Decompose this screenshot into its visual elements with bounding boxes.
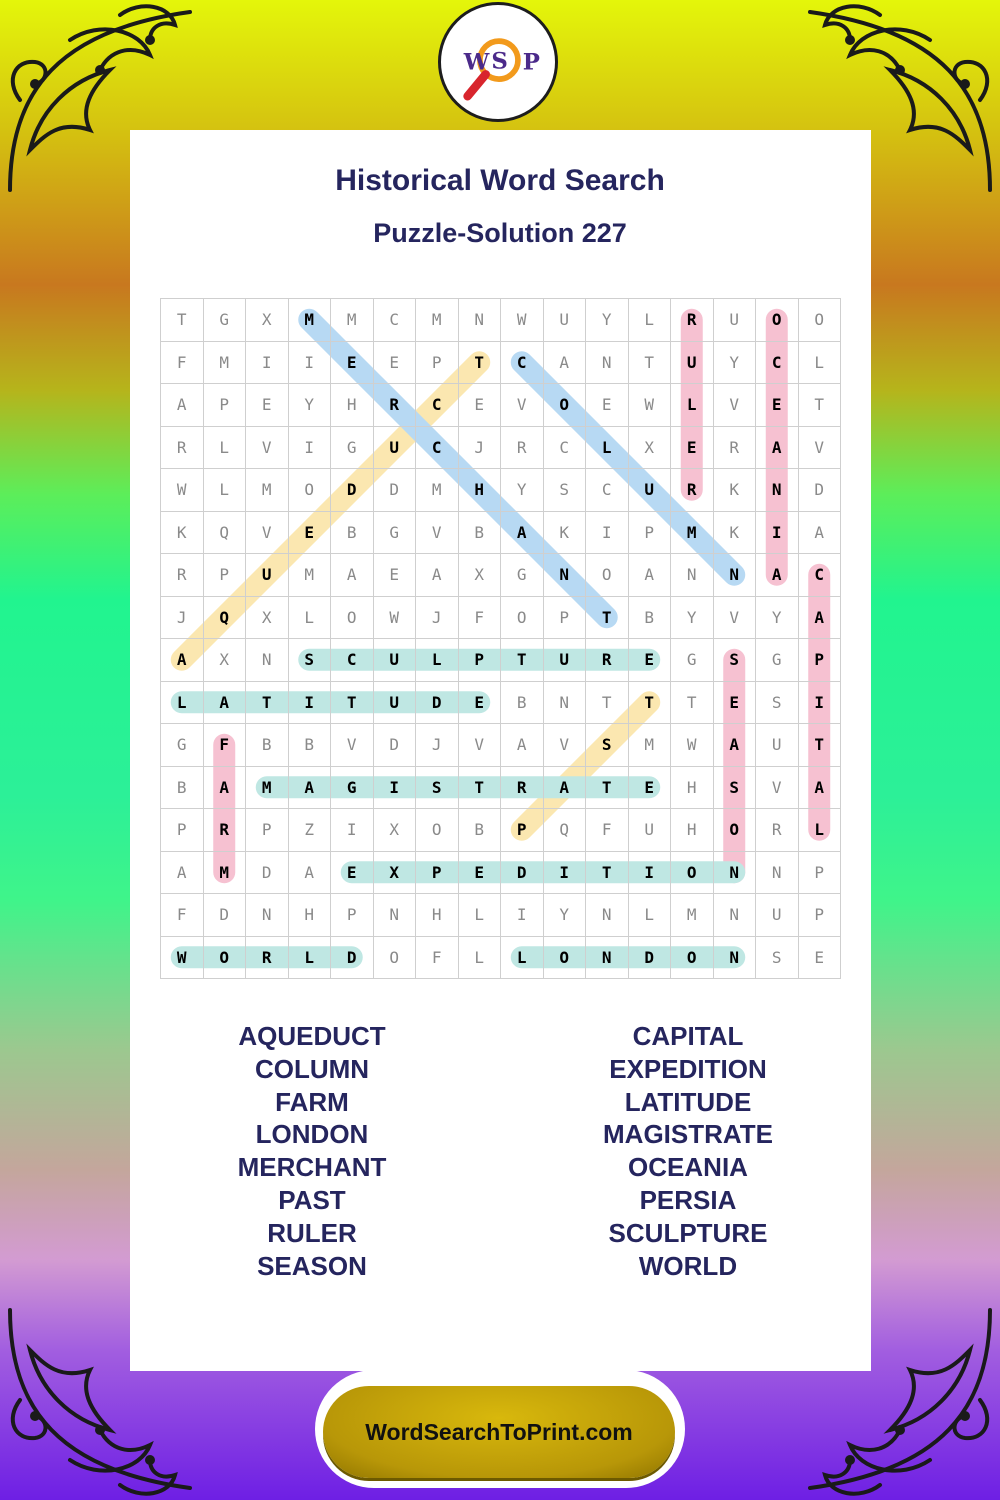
grid-cell[interactable]: Y bbox=[671, 597, 714, 640]
grid-cell[interactable]: K bbox=[714, 512, 757, 555]
grid-cell[interactable]: D bbox=[374, 469, 417, 512]
grid-cell[interactable]: V bbox=[501, 384, 544, 427]
grid-cell[interactable]: C bbox=[331, 639, 374, 682]
grid-cell[interactable]: F bbox=[204, 724, 247, 767]
grid-cell[interactable]: O bbox=[289, 469, 332, 512]
grid-cell[interactable]: M bbox=[204, 342, 247, 385]
grid-cell[interactable]: N bbox=[246, 894, 289, 937]
grid-cell[interactable]: D bbox=[374, 724, 417, 767]
grid-cell[interactable]: O bbox=[331, 597, 374, 640]
word-list-item: MERCHANT bbox=[237, 1152, 387, 1183]
grid-cell[interactable]: T bbox=[331, 682, 374, 725]
grid-cell[interactable]: L bbox=[416, 639, 459, 682]
grid-cell[interactable]: F bbox=[416, 937, 459, 980]
grid-cell[interactable]: N bbox=[671, 554, 714, 597]
grid-cell[interactable]: A bbox=[799, 512, 842, 555]
word-list-item: OCEANIA bbox=[628, 1152, 748, 1183]
grid-cell[interactable]: R bbox=[204, 809, 247, 852]
grid-cell[interactable]: L bbox=[501, 937, 544, 980]
grid-cell[interactable]: T bbox=[629, 342, 672, 385]
grid-cell[interactable]: S bbox=[714, 767, 757, 810]
grid-cell[interactable]: L bbox=[204, 427, 247, 470]
grid-cell[interactable]: U bbox=[714, 299, 757, 342]
grid-cell[interactable]: O bbox=[799, 299, 842, 342]
word-list-item: COLUMN bbox=[254, 1053, 370, 1084]
wsp-logo[interactable] bbox=[438, 2, 558, 122]
grid-cell[interactable]: N bbox=[756, 852, 799, 895]
grid-cell[interactable]: N bbox=[586, 937, 629, 980]
grid-cell[interactable]: O bbox=[544, 937, 587, 980]
grid-cell[interactable]: I bbox=[756, 512, 799, 555]
grid-cell[interactable]: O bbox=[756, 299, 799, 342]
grid-cell[interactable]: J bbox=[416, 724, 459, 767]
grid-cell[interactable]: E bbox=[629, 639, 672, 682]
grid-cell[interactable]: W bbox=[629, 384, 672, 427]
grid-cell[interactable]: B bbox=[246, 724, 289, 767]
grid-cell[interactable]: T bbox=[629, 682, 672, 725]
grid-cell[interactable]: H bbox=[671, 767, 714, 810]
grid-cell[interactable]: G bbox=[501, 554, 544, 597]
grid-cell[interactable]: I bbox=[544, 852, 587, 895]
grid-cell[interactable]: O bbox=[374, 937, 417, 980]
grid-cell[interactable]: K bbox=[714, 469, 757, 512]
word-list-item: CAPITAL bbox=[632, 1021, 744, 1051]
grid-cell[interactable]: V bbox=[331, 724, 374, 767]
grid-cell[interactable]: A bbox=[501, 512, 544, 555]
grid-cell[interactable]: E bbox=[714, 682, 757, 725]
grid-cell[interactable]: E bbox=[671, 427, 714, 470]
grid-cell[interactable]: T bbox=[586, 852, 629, 895]
grid-cell[interactable]: M bbox=[331, 299, 374, 342]
word-list-item: SCULPTURE bbox=[608, 1217, 768, 1248]
grid-cell[interactable]: V bbox=[799, 427, 842, 470]
word-list-item: WORLD bbox=[638, 1250, 738, 1281]
grid-cell[interactable]: T bbox=[586, 682, 629, 725]
grid-cell[interactable]: M bbox=[289, 554, 332, 597]
grid-cell[interactable]: A bbox=[629, 554, 672, 597]
grid-cell[interactable]: I bbox=[501, 894, 544, 937]
grid-cell[interactable]: K bbox=[544, 512, 587, 555]
grid-cell[interactable]: C bbox=[586, 469, 629, 512]
grid-cell[interactable]: G bbox=[756, 639, 799, 682]
grid-cell[interactable]: D bbox=[799, 469, 842, 512]
grid-cell[interactable]: L bbox=[459, 937, 502, 980]
grid-cell[interactable]: P bbox=[246, 809, 289, 852]
grid-cell[interactable]: U bbox=[671, 342, 714, 385]
page-title: Historical Word Search bbox=[335, 164, 665, 197]
grid-cell[interactable]: C bbox=[416, 384, 459, 427]
grid-cell[interactable]: G bbox=[671, 639, 714, 682]
grid-cell[interactable]: A bbox=[501, 724, 544, 767]
grid-cell[interactable]: O bbox=[586, 554, 629, 597]
grid-cell[interactable]: C bbox=[756, 342, 799, 385]
grid-cell[interactable]: M bbox=[416, 469, 459, 512]
grid-cell[interactable]: V bbox=[544, 724, 587, 767]
grid-cell[interactable]: T bbox=[501, 639, 544, 682]
grid-cell[interactable]: I bbox=[629, 852, 672, 895]
grid-cell[interactable]: L bbox=[204, 469, 247, 512]
grid-cell[interactable]: S bbox=[544, 469, 587, 512]
grid-cell[interactable]: T bbox=[586, 597, 629, 640]
grid-cell[interactable]: D bbox=[629, 937, 672, 980]
grid-cell[interactable]: V bbox=[459, 724, 502, 767]
grid-cell[interactable]: L bbox=[459, 894, 502, 937]
grid-cell[interactable]: U bbox=[374, 639, 417, 682]
grid-cell[interactable]: M bbox=[671, 894, 714, 937]
grid-cell[interactable]: F bbox=[161, 342, 204, 385]
grid-cell[interactable]: M bbox=[629, 724, 672, 767]
grid-cell[interactable]: C bbox=[501, 342, 544, 385]
grid-cell[interactable]: W bbox=[161, 469, 204, 512]
word-list-item: SEASON bbox=[257, 1250, 367, 1281]
grid-cell[interactable]: E bbox=[629, 767, 672, 810]
grid-cell[interactable]: A bbox=[161, 852, 204, 895]
grid-cell[interactable]: A bbox=[756, 427, 799, 470]
word-list-item: LATITUDE bbox=[624, 1086, 752, 1117]
grid-cell[interactable]: A bbox=[799, 767, 842, 810]
grid-cell[interactable]: W bbox=[501, 299, 544, 342]
grid-cell[interactable]: S bbox=[714, 639, 757, 682]
grid-cell[interactable]: Y bbox=[586, 299, 629, 342]
grid-cell[interactable]: N bbox=[714, 894, 757, 937]
grid-cell[interactable]: T bbox=[671, 682, 714, 725]
grid-cell[interactable]: F bbox=[459, 597, 502, 640]
grid-cell[interactable]: N bbox=[714, 937, 757, 980]
grid-cell[interactable]: L bbox=[586, 427, 629, 470]
grid-cell[interactable]: N bbox=[714, 852, 757, 895]
grid-cell[interactable]: M bbox=[416, 299, 459, 342]
grid-cell[interactable]: O bbox=[416, 809, 459, 852]
grid-cell[interactable]: W bbox=[161, 937, 204, 980]
grid-cell[interactable]: L bbox=[629, 299, 672, 342]
grid-cell[interactable]: Y bbox=[756, 597, 799, 640]
grid-cell[interactable]: C bbox=[416, 427, 459, 470]
grid-cell[interactable]: M bbox=[671, 512, 714, 555]
word-list-left bbox=[152, 1020, 472, 1282]
grid-cell[interactable]: D bbox=[246, 852, 289, 895]
grid-cell[interactable]: S bbox=[289, 639, 332, 682]
grid-cell[interactable]: C bbox=[799, 554, 842, 597]
grid-cell[interactable]: H bbox=[416, 894, 459, 937]
word-search-grid bbox=[160, 298, 841, 979]
grid-cell[interactable]: V bbox=[416, 512, 459, 555]
grid-cell[interactable]: J bbox=[459, 427, 502, 470]
grid-cell[interactable]: P bbox=[501, 809, 544, 852]
grid-cell[interactable]: U bbox=[246, 554, 289, 597]
grid-cell[interactable]: Q bbox=[204, 512, 247, 555]
grid-cell[interactable]: N bbox=[544, 682, 587, 725]
grid-cell[interactable]: P bbox=[331, 894, 374, 937]
grid-cell[interactable]: F bbox=[161, 894, 204, 937]
grid-cell[interactable]: A bbox=[204, 767, 247, 810]
grid-cell[interactable]: A bbox=[289, 767, 332, 810]
grid-cell[interactable]: T bbox=[459, 342, 502, 385]
grid-cell[interactable]: Q bbox=[544, 809, 587, 852]
grid-cell[interactable]: V bbox=[714, 384, 757, 427]
grid-cell[interactable]: X bbox=[374, 852, 417, 895]
grid-cell[interactable]: I bbox=[289, 682, 332, 725]
grid-cell[interactable]: B bbox=[331, 512, 374, 555]
grid-cell[interactable]: X bbox=[374, 809, 417, 852]
grid-cell[interactable]: X bbox=[459, 554, 502, 597]
grid-cell[interactable]: D bbox=[501, 852, 544, 895]
grid-cell[interactable]: R bbox=[671, 469, 714, 512]
grid-cell[interactable]: U bbox=[374, 682, 417, 725]
grid-cell[interactable]: Y bbox=[714, 342, 757, 385]
grid-cell[interactable]: U bbox=[756, 724, 799, 767]
logo-letter-s: S bbox=[491, 48, 508, 75]
logo-letter-w: W bbox=[463, 49, 490, 76]
word-list-item: LONDON bbox=[255, 1119, 369, 1150]
grid-cell[interactable]: S bbox=[586, 724, 629, 767]
grid-cell[interactable]: T bbox=[246, 682, 289, 725]
grid-cell[interactable]: A bbox=[416, 554, 459, 597]
grid-cell[interactable]: P bbox=[161, 809, 204, 852]
grid-cell[interactable]: E bbox=[289, 512, 332, 555]
grid-cell[interactable]: E bbox=[459, 682, 502, 725]
grid-cell[interactable]: D bbox=[416, 682, 459, 725]
grid-cell[interactable]: A bbox=[161, 384, 204, 427]
page-subtitle: Puzzle-Solution 227 bbox=[373, 218, 627, 248]
word-list-item: MAGISTRATE bbox=[603, 1119, 773, 1150]
grid-cell[interactable]: E bbox=[586, 384, 629, 427]
grid-cell[interactable]: S bbox=[416, 767, 459, 810]
grid-cell[interactable]: R bbox=[246, 937, 289, 980]
grid-cell[interactable]: B bbox=[459, 809, 502, 852]
logo-letter-p: P bbox=[522, 49, 540, 76]
grid-cell[interactable]: O bbox=[501, 597, 544, 640]
letter-grid bbox=[160, 298, 841, 979]
grid-cell[interactable]: P bbox=[204, 554, 247, 597]
grid-cell[interactable]: A bbox=[204, 682, 247, 725]
grid-cell[interactable]: K bbox=[161, 512, 204, 555]
grid-cell[interactable]: B bbox=[459, 512, 502, 555]
grid-cell[interactable]: P bbox=[799, 894, 842, 937]
magnifier-logo-icon bbox=[441, 5, 555, 119]
grid-cell[interactable]: L bbox=[161, 682, 204, 725]
grid-cell[interactable]: X bbox=[629, 427, 672, 470]
grid-cell[interactable]: Y bbox=[544, 894, 587, 937]
grid-cell[interactable]: E bbox=[459, 384, 502, 427]
grid-cell[interactable]: V bbox=[714, 597, 757, 640]
grid-cell[interactable]: X bbox=[246, 299, 289, 342]
grid-cell[interactable]: S bbox=[756, 682, 799, 725]
grid-cell[interactable]: S bbox=[756, 937, 799, 980]
word-list-right bbox=[528, 1020, 848, 1282]
grid-cell[interactable]: R bbox=[374, 384, 417, 427]
grid-cell[interactable]: P bbox=[799, 639, 842, 682]
grid-cell[interactable]: V bbox=[246, 512, 289, 555]
grid-cell[interactable]: A bbox=[331, 554, 374, 597]
grid-cell[interactable]: A bbox=[544, 342, 587, 385]
grid-cell[interactable]: Z bbox=[289, 809, 332, 852]
grid-cell[interactable]: T bbox=[161, 299, 204, 342]
grid-cell[interactable]: F bbox=[586, 809, 629, 852]
grid-cell[interactable]: E bbox=[459, 852, 502, 895]
grid-cell[interactable]: D bbox=[204, 894, 247, 937]
grid-cell[interactable]: A bbox=[544, 767, 587, 810]
grid-cell[interactable]: P bbox=[204, 384, 247, 427]
grid-cell[interactable]: E bbox=[246, 384, 289, 427]
grid-cell[interactable]: N bbox=[586, 894, 629, 937]
grid-cell[interactable]: L bbox=[799, 809, 842, 852]
grid-cell[interactable]: W bbox=[374, 597, 417, 640]
grid-cell[interactable]: R bbox=[756, 809, 799, 852]
grid-cell[interactable]: U bbox=[544, 299, 587, 342]
grid-cell[interactable]: N bbox=[714, 554, 757, 597]
grid-cell[interactable]: E bbox=[331, 852, 374, 895]
grid-cell[interactable]: H bbox=[671, 809, 714, 852]
grid-cell[interactable]: O bbox=[544, 384, 587, 427]
grid-cell[interactable]: J bbox=[161, 597, 204, 640]
grid-cell[interactable]: L bbox=[629, 894, 672, 937]
grid-cell[interactable]: U bbox=[544, 639, 587, 682]
grid-cell[interactable]: O bbox=[671, 852, 714, 895]
grid-cell[interactable]: N bbox=[374, 894, 417, 937]
grid-cell[interactable]: I bbox=[289, 427, 332, 470]
grid-cell[interactable]: Y bbox=[501, 469, 544, 512]
grid-cell[interactable]: B bbox=[629, 597, 672, 640]
grid-cell[interactable]: M bbox=[204, 852, 247, 895]
grid-cell[interactable]: R bbox=[671, 299, 714, 342]
grid-cell[interactable]: P bbox=[416, 342, 459, 385]
grid-cell[interactable]: Q bbox=[204, 597, 247, 640]
grid-cell[interactable]: I bbox=[374, 767, 417, 810]
grid-cell[interactable]: I bbox=[331, 809, 374, 852]
grid-cell[interactable]: N bbox=[459, 299, 502, 342]
grid-cell[interactable]: A bbox=[161, 639, 204, 682]
grid-cell[interactable]: M bbox=[289, 299, 332, 342]
grid-cell[interactable]: R bbox=[161, 554, 204, 597]
grid-cell[interactable]: J bbox=[416, 597, 459, 640]
grid-cell[interactable]: I bbox=[799, 682, 842, 725]
grid-cell[interactable]: A bbox=[289, 852, 332, 895]
grid-cell[interactable]: T bbox=[586, 767, 629, 810]
grid-cell[interactable]: W bbox=[671, 724, 714, 767]
grid-cell[interactable]: L bbox=[289, 597, 332, 640]
grid-cell[interactable]: B bbox=[289, 724, 332, 767]
grid-cell[interactable]: V bbox=[756, 767, 799, 810]
grid-cell[interactable]: I bbox=[586, 512, 629, 555]
grid-cell[interactable]: P bbox=[544, 597, 587, 640]
grid-cell[interactable]: N bbox=[246, 639, 289, 682]
grid-cell[interactable]: R bbox=[161, 427, 204, 470]
grid-cell[interactable]: T bbox=[799, 724, 842, 767]
grid-cell[interactable]: B bbox=[501, 682, 544, 725]
grid-cell[interactable]: T bbox=[459, 767, 502, 810]
grid-cell[interactable]: E bbox=[756, 384, 799, 427]
grid-cell[interactable]: R bbox=[501, 767, 544, 810]
grid-cell[interactable]: M bbox=[246, 767, 289, 810]
grid-cell[interactable]: L bbox=[799, 342, 842, 385]
grid-cell[interactable]: T bbox=[799, 384, 842, 427]
grid-cell[interactable]: H bbox=[459, 469, 502, 512]
website-link-button[interactable]: WordSearchToPrint.com bbox=[323, 1386, 675, 1478]
grid-cell[interactable]: U bbox=[756, 894, 799, 937]
grid-cell[interactable]: R bbox=[586, 639, 629, 682]
grid-cell[interactable]: E bbox=[374, 554, 417, 597]
grid-cell[interactable]: N bbox=[756, 469, 799, 512]
grid-cell[interactable]: L bbox=[289, 937, 332, 980]
grid-cell[interactable]: X bbox=[204, 639, 247, 682]
grid-cell[interactable]: U bbox=[629, 469, 672, 512]
word-list-item: RULER bbox=[267, 1217, 357, 1248]
grid-cell[interactable]: P bbox=[459, 639, 502, 682]
grid-cell[interactable]: R bbox=[501, 427, 544, 470]
grid-cell[interactable]: B bbox=[161, 767, 204, 810]
grid-cell[interactable]: G bbox=[161, 724, 204, 767]
grid-cell[interactable]: R bbox=[714, 427, 757, 470]
grid-cell[interactable]: I bbox=[246, 342, 289, 385]
word-list-item: PAST bbox=[278, 1184, 346, 1215]
grid-cell[interactable]: E bbox=[331, 342, 374, 385]
grid-cell[interactable]: O bbox=[671, 937, 714, 980]
grid-cell[interactable]: M bbox=[246, 469, 289, 512]
grid-cell[interactable]: Y bbox=[289, 384, 332, 427]
word-list-item: FARM bbox=[275, 1086, 349, 1117]
grid-cell[interactable]: X bbox=[246, 597, 289, 640]
grid-cell[interactable]: O bbox=[204, 937, 247, 980]
grid-cell[interactable]: D bbox=[331, 469, 374, 512]
grid-cell[interactable]: E bbox=[799, 937, 842, 980]
grid-cell[interactable]: G bbox=[331, 427, 374, 470]
grid-cell[interactable]: E bbox=[374, 342, 417, 385]
grid-cell[interactable]: L bbox=[671, 384, 714, 427]
grid-cell[interactable]: C bbox=[374, 299, 417, 342]
grid-cell[interactable]: U bbox=[374, 427, 417, 470]
grid-cell[interactable]: G bbox=[374, 512, 417, 555]
grid-cell[interactable]: G bbox=[331, 767, 374, 810]
grid-cell[interactable]: N bbox=[544, 554, 587, 597]
grid-cell[interactable]: A bbox=[756, 554, 799, 597]
grid-cell[interactable]: C bbox=[544, 427, 587, 470]
grid-cell[interactable]: D bbox=[331, 937, 374, 980]
grid-cell[interactable]: P bbox=[799, 852, 842, 895]
word-list-item: AQUEDUCT bbox=[238, 1021, 386, 1051]
word-list-item: PERSIA bbox=[639, 1184, 737, 1215]
grid-cell[interactable]: G bbox=[204, 299, 247, 342]
grid-cell[interactable]: I bbox=[289, 342, 332, 385]
grid-cell[interactable]: P bbox=[416, 852, 459, 895]
grid-cell[interactable]: N bbox=[586, 342, 629, 385]
word-list-item: EXPEDITION bbox=[609, 1053, 767, 1084]
grid-cell[interactable]: A bbox=[714, 724, 757, 767]
grid-cell[interactable]: H bbox=[289, 894, 332, 937]
grid-cell[interactable]: U bbox=[629, 809, 672, 852]
grid-cell[interactable]: O bbox=[714, 809, 757, 852]
grid-cell[interactable]: V bbox=[246, 427, 289, 470]
grid-cell[interactable]: A bbox=[799, 597, 842, 640]
grid-cell[interactable]: P bbox=[629, 512, 672, 555]
grid-cell[interactable]: H bbox=[331, 384, 374, 427]
